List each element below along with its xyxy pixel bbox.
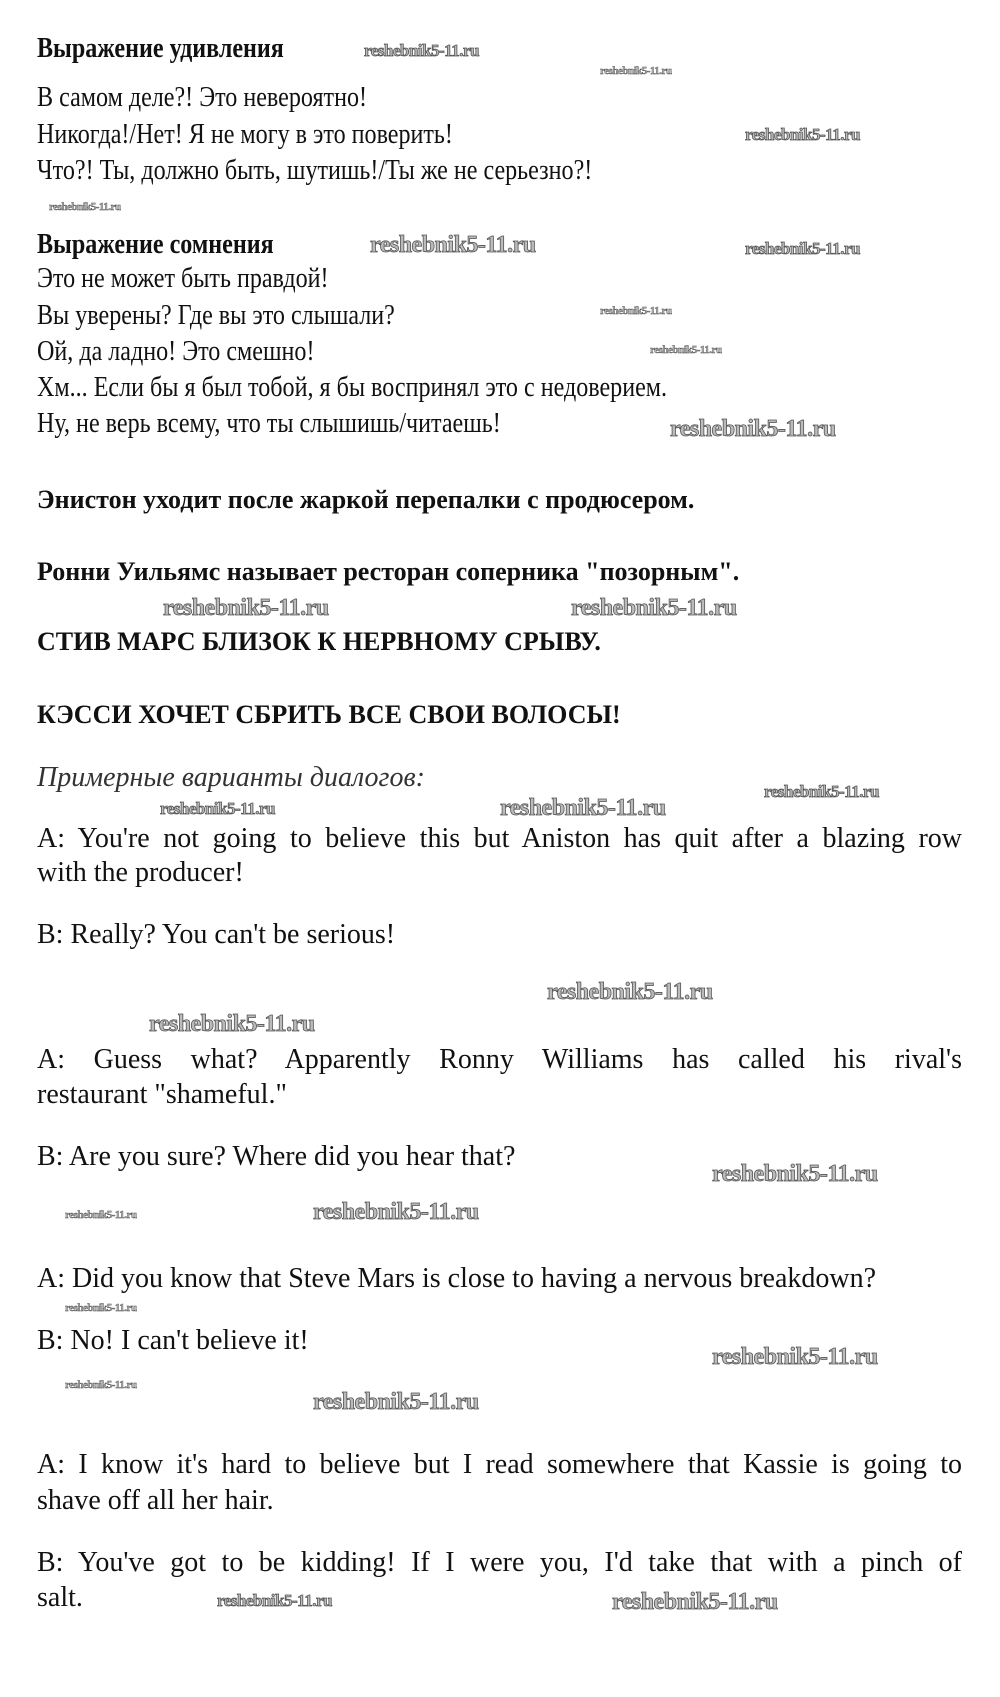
doubt-line: Ну, не верь всему, что ты слышишь/читаешь! <box>37 408 501 439</box>
watermark: reshebnik5-11.ru <box>370 232 536 258</box>
watermark: reshebnik5-11.ru <box>149 1011 315 1037</box>
dialogue-line: with the producer! <box>37 857 244 888</box>
watermark: reshebnik5-11.ru <box>500 795 666 821</box>
watermark: reshebnik5-11.ru <box>670 416 836 442</box>
watermark: reshebnik5-11.ru <box>650 344 722 356</box>
watermark: reshebnik5-11.ru <box>745 125 860 144</box>
headline: СТИВ МАРС БЛИЗОК К НЕРВНОМУ СРЫВУ. <box>37 627 601 656</box>
doubt-line: Ой, да ладно! Это смешно! <box>37 336 315 367</box>
watermark: reshebnik5-11.ru <box>612 1589 778 1615</box>
dialogues-heading: Примерные варианты диалогов: <box>37 762 425 793</box>
doubt-line: Хм... Если бы я был тобой, я бы воспринял это с недоверием. <box>37 372 668 403</box>
dialogue-line: restaurant "shameful." <box>37 1079 287 1110</box>
watermark: reshebnik5-11.ru <box>600 65 672 77</box>
dialogue-line: B: You've got to be kidding! If I were you, I'd take that with a pinch of <box>37 1547 962 1578</box>
doubt-line: Это не может быть правдой! <box>37 263 329 294</box>
watermark: reshebnik5-11.ru <box>712 1344 878 1370</box>
watermark: reshebnik5-11.ru <box>571 595 737 621</box>
dialogue-line: B: No! I can't believe it! <box>37 1325 309 1356</box>
dialogue-line: A: I know it's hard to believe but I read somewhere that Kassie is going to <box>37 1449 962 1480</box>
dialogue-line: salt. <box>37 1582 83 1613</box>
watermark: reshebnik5-11.ru <box>712 1161 878 1187</box>
surprise-line: Что?! Ты, должно быть, шутишь!/Ты же не серьезно?! <box>37 155 593 186</box>
watermark: reshebnik5-11.ru <box>65 1209 137 1221</box>
watermark: reshebnik5-11.ru <box>49 201 121 213</box>
dialogue-line: B: Really? You can't be serious! <box>37 919 396 950</box>
dialogue-line: A: Guess what? Apparently Ronny Williams has called his rival's <box>37 1044 962 1075</box>
watermark: reshebnik5-11.ru <box>217 1591 332 1610</box>
surprise-line: В самом деле?! Это невероятно! <box>37 82 368 113</box>
headline: КЭССИ ХОЧЕТ СБРИТЬ ВСЕ СВОИ ВОЛОСЫ! <box>37 700 621 729</box>
watermark: reshebnik5-11.ru <box>160 799 275 818</box>
watermark: reshebnik5-11.ru <box>600 305 672 317</box>
headline: Ронни Уильямс называет ресторан соперника "позорным". <box>37 557 740 586</box>
watermark: reshebnik5-11.ru <box>65 1302 137 1314</box>
dialogue-line: A: You're not going to believe this but Aniston has quit after a blazing row <box>37 823 962 854</box>
surprise-line: Никогда!/Нет! Я не могу в это поверить! <box>37 119 453 150</box>
watermark: reshebnik5-11.ru <box>364 41 479 60</box>
watermark: reshebnik5-11.ru <box>745 239 860 258</box>
watermark: reshebnik5-11.ru <box>313 1389 479 1415</box>
watermark: reshebnik5-11.ru <box>547 979 713 1005</box>
dialogue-line: A: Did you know that Steve Mars is close to having a nervous breakdown? <box>37 1263 877 1294</box>
watermark: reshebnik5-11.ru <box>764 782 879 801</box>
doubt-heading: Выражение сомнения <box>37 229 274 260</box>
dialogue-line: shave off all her hair. <box>37 1485 274 1516</box>
dialogue-line: B: Are you sure? Where did you hear that? <box>37 1141 516 1172</box>
watermark: reshebnik5-11.ru <box>163 595 329 621</box>
headline: Энистон уходит после жаркой перепалки с продюсером. <box>37 485 695 514</box>
watermark: reshebnik5-11.ru <box>313 1199 479 1225</box>
surprise-heading: Выражение удивления <box>37 33 284 64</box>
doubt-line: Вы уверены? Где вы это слышали? <box>37 300 395 331</box>
watermark: reshebnik5-11.ru <box>65 1379 137 1391</box>
